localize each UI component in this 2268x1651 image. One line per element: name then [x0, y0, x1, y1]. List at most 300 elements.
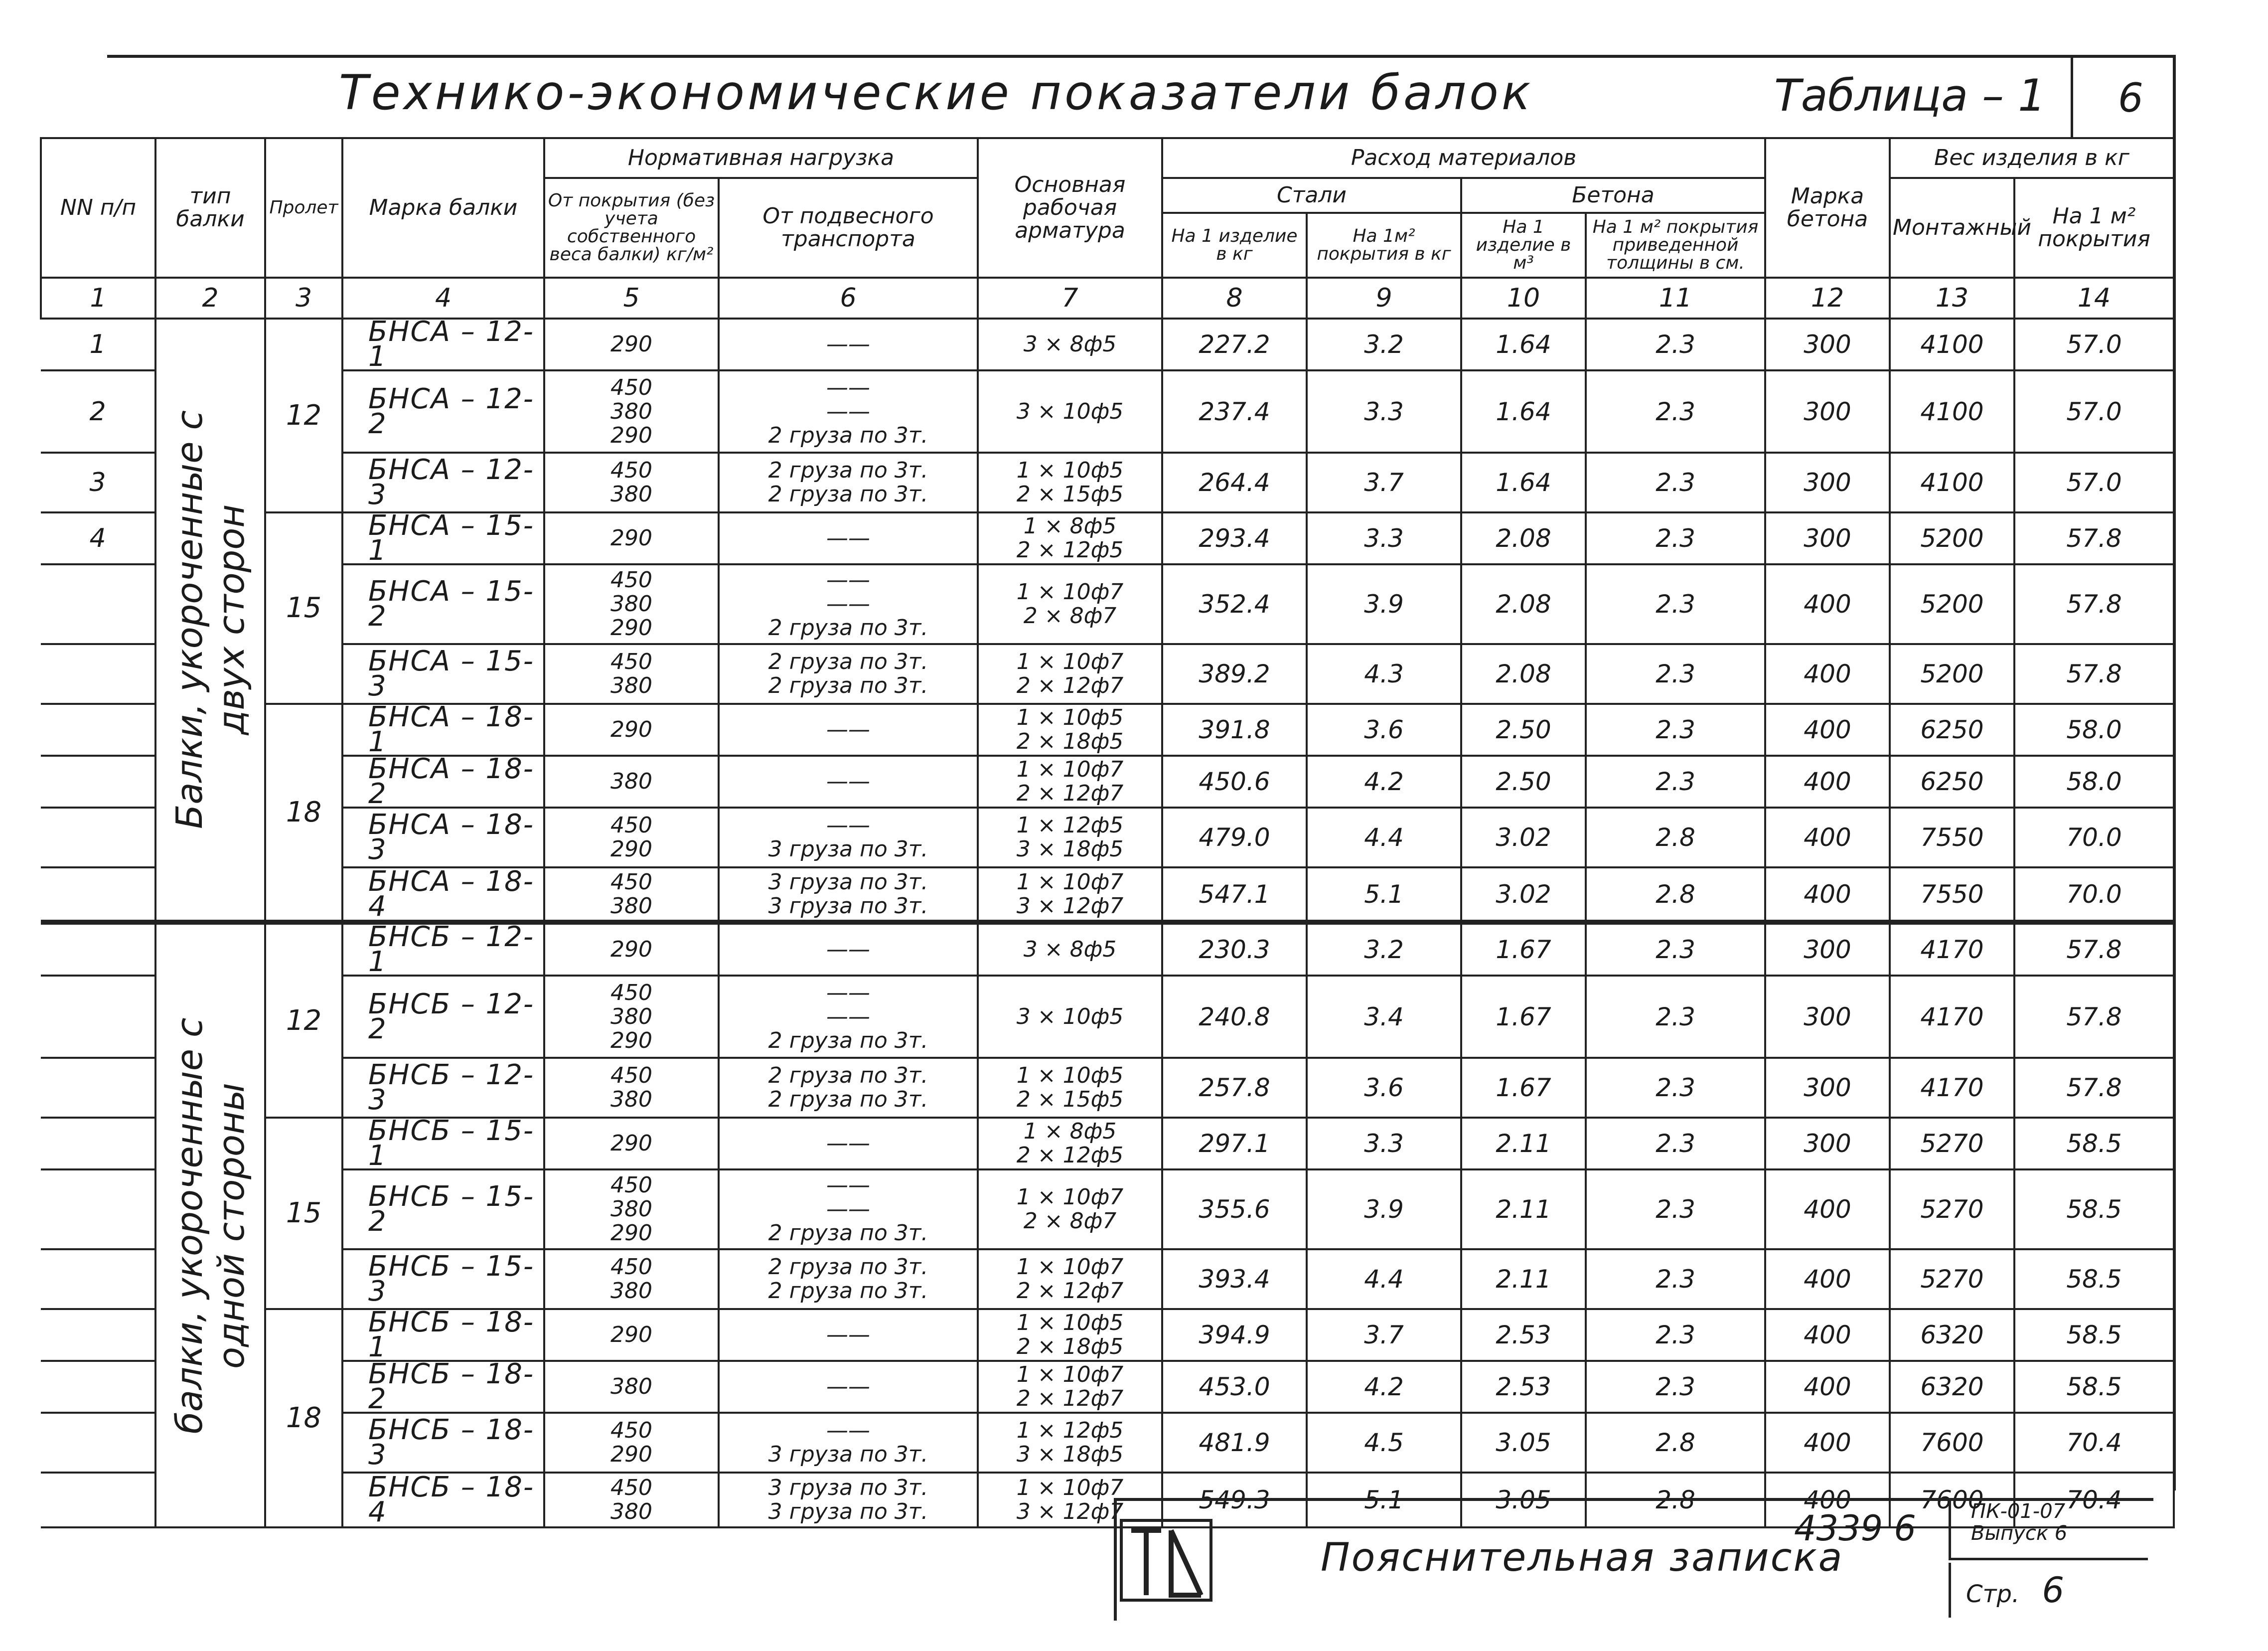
- weight-per-m2: 57.8: [2014, 564, 2174, 644]
- cell-line: ——: [826, 374, 870, 400]
- weight-per-m2: 58.5: [2014, 1169, 2174, 1249]
- weight-mount: 4100: [1890, 453, 2014, 512]
- roof-load: [544, 1058, 719, 1118]
- cell-line: 3 груза по 3т.: [768, 1442, 928, 1467]
- weight-mount: 7550: [1890, 808, 2014, 867]
- steel-per-m2: 3.2: [1307, 319, 1461, 370]
- weight-mount: 5200: [1890, 644, 2014, 704]
- steel-per-m2: 3.3: [1307, 1118, 1461, 1169]
- rebar: [978, 319, 1162, 370]
- concrete-per-item: 2.50: [1461, 704, 1586, 756]
- column-number: 4: [342, 278, 544, 319]
- transport-load: [719, 1413, 978, 1473]
- cell-line: 1 × 10ф5: [1016, 705, 1124, 730]
- cell-line: 290: [610, 331, 652, 357]
- steel-per-item: 237.4: [1162, 370, 1307, 453]
- steel-per-item: 389.2: [1162, 644, 1307, 704]
- concrete-per-m2: 2.3: [1586, 319, 1765, 370]
- cell-line: ——: [826, 980, 870, 1005]
- column-number: 6: [719, 278, 978, 319]
- hdr-conc-m2: На 1 м² покрытия приведенной толщины в см.: [1586, 213, 1765, 278]
- cell-line: 3 × 10ф5: [1016, 1003, 1124, 1029]
- transport-load: [719, 453, 978, 512]
- weight-mount: 6250: [1890, 756, 2014, 808]
- rebar: [978, 808, 1162, 867]
- hdr-norm-load: Нормативная нагрузка: [544, 138, 978, 178]
- table-row: [41, 370, 2174, 453]
- cell-line: 3 груза по 3т.: [768, 893, 928, 919]
- cell-line: 290: [610, 1027, 652, 1053]
- concrete-per-item: 3.02: [1461, 808, 1586, 867]
- hdr-steel: Стали: [1162, 178, 1461, 213]
- cell-line: 380: [610, 769, 652, 794]
- concrete-per-m2: 2.3: [1586, 1118, 1765, 1169]
- table-row: [41, 922, 2174, 976]
- rebar: [978, 370, 1162, 453]
- rebar: [978, 922, 1162, 976]
- cell-line: 1 × 10ф7: [1016, 1184, 1124, 1210]
- cell-line: 2 × 15ф5: [1016, 482, 1124, 507]
- transport-load: [719, 1473, 978, 1527]
- weight-mount: 4100: [1890, 370, 2014, 453]
- concrete-per-item: 1.64: [1461, 370, 1586, 453]
- cell-line: 2 груза по 3т.: [768, 1087, 928, 1112]
- row-number: [41, 1361, 155, 1413]
- cell-line: 2 груза по 3т.: [768, 673, 928, 698]
- steel-per-item: 479.0: [1162, 808, 1307, 867]
- row-number: 1: [41, 319, 155, 370]
- cell-line: 3 груза по 3т.: [768, 836, 928, 862]
- span-cell: 18: [265, 704, 342, 922]
- cell-line: 380: [610, 1374, 652, 1399]
- cell-line: 290: [610, 1442, 652, 1467]
- concrete-mark: 400: [1765, 564, 1890, 644]
- transport-load: [719, 756, 978, 808]
- concrete-per-item: 2.11: [1461, 1249, 1586, 1309]
- weight-per-m2: 58.5: [2014, 1118, 2174, 1169]
- weight-mount: 6320: [1890, 1309, 2014, 1361]
- rebar: [978, 512, 1162, 564]
- hdr-mark: Марка балки: [342, 138, 544, 278]
- concrete-mark: 400: [1765, 867, 1890, 922]
- rebar: [978, 564, 1162, 644]
- steel-per-m2: 3.3: [1307, 370, 1461, 453]
- transport-load: [719, 867, 978, 922]
- table-row: [41, 1169, 2174, 1249]
- table-row: [41, 453, 2174, 512]
- concrete-per-m2: 2.8: [1586, 808, 1765, 867]
- concrete-per-item: 3.02: [1461, 867, 1586, 922]
- table-row: [41, 976, 2174, 1058]
- cell-line: 2 × 12ф7: [1016, 1386, 1124, 1411]
- roof-load: [544, 644, 719, 704]
- steel-per-item: 264.4: [1162, 453, 1307, 512]
- cell-line: 2 груза по 3т.: [768, 615, 928, 641]
- cell-line: 450: [610, 813, 652, 838]
- column-number: 1: [41, 278, 155, 319]
- sheet-label: Стр.: [1966, 1580, 2020, 1608]
- weight-mount: 6320: [1890, 1361, 2014, 1413]
- span-cell: 15: [265, 512, 342, 704]
- concrete-per-m2: 2.3: [1586, 1249, 1765, 1309]
- roof-load: [544, 704, 719, 756]
- beam-type-group: балки, укороченные с одной стороны: [155, 922, 265, 1527]
- hdr-span: Пролет: [265, 138, 342, 278]
- concrete-mark: 300: [1765, 370, 1890, 453]
- cell-line: 2 груза по 3т.: [768, 1220, 928, 1246]
- concrete-mark: 300: [1765, 1058, 1890, 1118]
- weight-per-m2: 57.0: [2014, 453, 2174, 512]
- table-row: [41, 1249, 2174, 1309]
- row-number: [41, 1058, 155, 1118]
- concrete-mark: 400: [1765, 1361, 1890, 1413]
- cell-line: 1 × 12ф5: [1016, 813, 1124, 838]
- concrete-per-item: 2.08: [1461, 644, 1586, 704]
- concrete-mark: 400: [1765, 644, 1890, 704]
- beam-mark: БНСБ – 18-1: [342, 1309, 544, 1361]
- cell-line: 3 × 8ф5: [1023, 937, 1117, 962]
- cell-line: 1 × 10ф5: [1016, 458, 1124, 483]
- concrete-per-m2: 2.8: [1586, 1473, 1765, 1527]
- row-number: [41, 1473, 155, 1527]
- cell-line: 290: [610, 836, 652, 862]
- concrete-mark: 300: [1765, 319, 1890, 370]
- concrete-mark: 300: [1765, 976, 1890, 1058]
- weight-mount: 5200: [1890, 512, 2014, 564]
- concrete-per-m2: 2.3: [1586, 1169, 1765, 1249]
- cell-line: 450: [610, 1063, 652, 1088]
- rebar: [978, 976, 1162, 1058]
- cell-line: 2 × 12ф7: [1016, 673, 1124, 698]
- rebar: [978, 453, 1162, 512]
- hdr-load-transport: От подвесного транспорта: [719, 178, 978, 278]
- column-number: 8: [1162, 278, 1307, 319]
- cell-line: 2 груза по 3т.: [768, 422, 928, 448]
- concrete-per-m2: 2.3: [1586, 512, 1765, 564]
- steel-per-item: 227.2: [1162, 319, 1307, 370]
- roof-load: [544, 756, 719, 808]
- concrete-per-item: 1.67: [1461, 1058, 1586, 1118]
- cell-line: 1 × 10ф7: [1016, 1254, 1124, 1280]
- cell-line: 2 груза по 3т.: [768, 1278, 928, 1304]
- cell-line: ——: [826, 1374, 870, 1399]
- transport-load: [719, 1249, 978, 1309]
- cell-line: 380: [610, 673, 652, 698]
- steel-per-item: 450.6: [1162, 756, 1307, 808]
- cell-line: 450: [610, 1418, 652, 1443]
- roof-load: [544, 976, 719, 1058]
- steel-per-m2: 3.7: [1307, 453, 1461, 512]
- cell-line: 450: [610, 1475, 652, 1500]
- cell-line: 3 × 18ф5: [1016, 836, 1124, 862]
- row-number: [41, 704, 155, 756]
- weight-mount: 7600: [1890, 1473, 2014, 1527]
- cell-line: ——: [826, 1322, 870, 1347]
- steel-per-item: 293.4: [1162, 512, 1307, 564]
- transport-load: [719, 1361, 978, 1413]
- steel-per-item: 297.1: [1162, 1118, 1307, 1169]
- concrete-mark: 400: [1765, 1473, 1890, 1527]
- steel-per-item: 453.0: [1162, 1361, 1307, 1413]
- rebar: [978, 644, 1162, 704]
- rebar: [978, 1169, 1162, 1249]
- cell-line: 450: [610, 458, 652, 483]
- table-row: [41, 564, 2174, 644]
- table-row: [41, 1361, 2174, 1413]
- cell-line: 3 груза по 3т.: [768, 1475, 928, 1500]
- steel-per-item: 393.4: [1162, 1249, 1307, 1309]
- cell-line: 1 × 10ф7: [1016, 579, 1124, 605]
- hdr-weight-m2: На 1 м² покрытия: [2014, 178, 2174, 278]
- row-number: [41, 1309, 155, 1361]
- hdr-steel-item: На 1 изделие в кг: [1162, 213, 1307, 278]
- page-title: Технико-экономические показатели балок: [339, 65, 1533, 121]
- row-number: [41, 564, 155, 644]
- rebar: [978, 1361, 1162, 1413]
- transport-load: [719, 370, 978, 453]
- row-number: [41, 1413, 155, 1473]
- table-row: [41, 644, 2174, 704]
- row-number: 4: [41, 512, 155, 564]
- doc-code: 4339 6: [1794, 1508, 1916, 1549]
- roof-load: [544, 808, 719, 867]
- concrete-per-m2: 2.3: [1586, 370, 1765, 453]
- cell-line: 1 × 10ф7: [1016, 1475, 1124, 1500]
- cell-line: 2 × 18ф5: [1016, 729, 1124, 754]
- row-number: [41, 976, 155, 1058]
- cell-line: 450: [610, 1254, 652, 1280]
- roof-load: [544, 1473, 719, 1527]
- weight-mount: 5270: [1890, 1169, 2014, 1249]
- steel-per-m2: 3.3: [1307, 512, 1461, 564]
- cell-line: 3 груза по 3т.: [768, 1499, 928, 1524]
- cell-line: 1 × 8ф5: [1023, 513, 1117, 539]
- cell-line: 290: [610, 717, 652, 742]
- weight-mount: 5270: [1890, 1249, 2014, 1309]
- beam-mark: БНСА – 18-4: [342, 867, 544, 922]
- steel-per-item: 394.9: [1162, 1309, 1307, 1361]
- roof-load: [544, 867, 719, 922]
- weight-mount: 4100: [1890, 319, 2014, 370]
- cell-line: 1 × 8ф5: [1023, 1119, 1117, 1144]
- hdr-number: NN п/п: [41, 138, 155, 278]
- org-stamp-icon: [1116, 1510, 1216, 1605]
- rebar: [978, 704, 1162, 756]
- span-cell: 15: [265, 1118, 342, 1309]
- weight-mount: 7600: [1890, 1413, 2014, 1473]
- cell-line: 3 × 12ф7: [1016, 893, 1124, 919]
- steel-per-item: 240.8: [1162, 976, 1307, 1058]
- cell-line: 2 груза по 3т.: [768, 1063, 928, 1088]
- column-number: 12: [1765, 278, 1890, 319]
- weight-mount: 5270: [1890, 1118, 2014, 1169]
- title-rule-top: [107, 55, 2175, 58]
- concrete-per-item: 2.08: [1461, 564, 1586, 644]
- concrete-per-m2: 2.3: [1586, 1361, 1765, 1413]
- cell-line: 380: [610, 1087, 652, 1112]
- cell-line: 2 × 8ф7: [1023, 603, 1117, 629]
- column-number-row: [41, 278, 2174, 319]
- roof-load: [544, 370, 719, 453]
- cell-line: 2 × 12ф7: [1016, 1278, 1124, 1304]
- page-number-top: 6: [2118, 75, 2143, 121]
- cell-line: 380: [610, 398, 652, 424]
- concrete-per-m2: 2.3: [1586, 976, 1765, 1058]
- cell-line: 2 × 12ф7: [1016, 781, 1124, 806]
- cell-line: ——: [826, 717, 870, 742]
- transport-load: [719, 1169, 978, 1249]
- cell-line: 380: [610, 1499, 652, 1524]
- steel-per-m2: 3.2: [1307, 922, 1461, 976]
- cell-line: 380: [610, 1278, 652, 1304]
- concrete-per-m2: 2.3: [1586, 564, 1765, 644]
- concrete-mark: 400: [1765, 704, 1890, 756]
- concrete-mark: 300: [1765, 512, 1890, 564]
- beam-type-group: Балки, укороченные с двух сторон: [155, 319, 265, 922]
- concrete-per-m2: 2.3: [1586, 922, 1765, 976]
- roof-load: [544, 1118, 719, 1169]
- concrete-per-item: 2.11: [1461, 1118, 1586, 1169]
- transport-load: [719, 922, 978, 976]
- rebar: [978, 1413, 1162, 1473]
- weight-per-m2: 57.8: [2014, 976, 2174, 1058]
- concrete-per-item: 1.64: [1461, 319, 1586, 370]
- cell-line: 290: [610, 1220, 652, 1246]
- steel-per-item: 391.8: [1162, 704, 1307, 756]
- concrete-per-m2: 2.3: [1586, 1309, 1765, 1361]
- cell-line: 290: [610, 1131, 652, 1156]
- weight-per-m2: 70.4: [2014, 1473, 2174, 1527]
- steel-per-m2: 3.4: [1307, 976, 1461, 1058]
- weight-mount: 4170: [1890, 976, 2014, 1058]
- row-number: 3: [41, 453, 155, 512]
- weight-mount: 4170: [1890, 922, 2014, 976]
- roof-load: [544, 1249, 719, 1309]
- beam-mark: БНСБ – 15-3: [342, 1249, 544, 1309]
- steel-per-m2: 4.4: [1307, 1249, 1461, 1309]
- weight-per-m2: 70.0: [2014, 808, 2174, 867]
- concrete-per-item: 2.08: [1461, 512, 1586, 564]
- cell-line: 380: [610, 893, 652, 919]
- beam-mark: БНСБ – 12-2: [342, 976, 544, 1058]
- page-number-divider: [2071, 55, 2073, 137]
- transport-load: [719, 1309, 978, 1361]
- weight-per-m2: 57.8: [2014, 512, 2174, 564]
- hdr-concrete-mark: Марка бетона: [1765, 138, 1890, 278]
- roof-load: [544, 453, 719, 512]
- concrete-per-item: 3.05: [1461, 1473, 1586, 1527]
- cell-line: ——: [826, 813, 870, 838]
- concrete-per-m2: 2.3: [1586, 644, 1765, 704]
- roof-load: [544, 922, 719, 976]
- cell-line: ——: [826, 1418, 870, 1443]
- cell-line: 2 груза по 3т.: [768, 458, 928, 483]
- beam-mark: БНСБ – 15-1: [342, 1118, 544, 1169]
- cell-line: 290: [610, 422, 652, 448]
- weight-per-m2: 70.0: [2014, 867, 2174, 922]
- hdr-beam-type: тип балки: [155, 138, 265, 278]
- cell-line: 290: [610, 615, 652, 641]
- hdr-load-roof: От покрытия (без учета собственного веса балки) кг/м²: [544, 178, 719, 278]
- concrete-per-m2: 2.3: [1586, 1058, 1765, 1118]
- weight-mount: 5200: [1890, 564, 2014, 644]
- concrete-per-item: 1.64: [1461, 453, 1586, 512]
- steel-per-m2: 4.2: [1307, 1361, 1461, 1413]
- cell-line: 380: [610, 1196, 652, 1222]
- steel-per-item: 547.1: [1162, 867, 1307, 922]
- cell-line: ——: [826, 1003, 870, 1029]
- column-number: 10: [1461, 278, 1586, 319]
- span-cell: 12: [265, 922, 342, 1118]
- cell-line: 2 груза по 3т.: [768, 482, 928, 507]
- cell-line: ——: [826, 591, 870, 617]
- hdr-weight: Вес изделия в кг: [1890, 138, 2174, 178]
- concrete-mark: 300: [1765, 922, 1890, 976]
- hdr-concrete: Бетона: [1461, 178, 1765, 213]
- cell-line: 2 груза по 3т.: [768, 1254, 928, 1280]
- cell-line: 2 груза по 3т.: [768, 1027, 928, 1053]
- roof-load: [544, 1309, 719, 1361]
- concrete-mark: 400: [1765, 1309, 1890, 1361]
- row-number: [41, 867, 155, 922]
- concrete-per-m2: 2.8: [1586, 1413, 1765, 1473]
- cell-line: 1 × 10ф7: [1016, 649, 1124, 674]
- steel-per-m2: 4.3: [1307, 644, 1461, 704]
- cell-line: 450: [610, 980, 652, 1005]
- weight-per-m2: 57.0: [2014, 370, 2174, 453]
- weight-per-m2: 57.8: [2014, 922, 2174, 976]
- row-number: [41, 808, 155, 867]
- rebar: [978, 1058, 1162, 1118]
- beam-mark: БНСА – 18-1: [342, 704, 544, 756]
- table-row: [41, 319, 2174, 370]
- beam-mark: БНСА – 18-3: [342, 808, 544, 867]
- weight-per-m2: 57.0: [2014, 319, 2174, 370]
- row-number: [41, 1118, 155, 1169]
- cell-line: 1 × 10ф5: [1016, 1063, 1124, 1088]
- cell-line: ——: [826, 1172, 870, 1198]
- weight-per-m2: 70.4: [2014, 1413, 2174, 1473]
- cell-line: ——: [826, 769, 870, 794]
- transport-load: [719, 644, 978, 704]
- row-number: 2: [41, 370, 155, 453]
- steel-per-item: 257.8: [1162, 1058, 1307, 1118]
- steel-per-m2: 3.6: [1307, 1058, 1461, 1118]
- cell-line: 380: [610, 591, 652, 617]
- cell-line: 380: [610, 1003, 652, 1029]
- steel-per-item: 549.3: [1162, 1473, 1307, 1527]
- rebar: [978, 1309, 1162, 1361]
- row-number: [41, 1249, 155, 1309]
- table-row: [41, 1413, 2174, 1473]
- concrete-mark: 300: [1765, 453, 1890, 512]
- weight-mount: 7550: [1890, 867, 2014, 922]
- steel-per-m2: 4.4: [1307, 808, 1461, 867]
- cell-line: 2 груза по 3т.: [768, 649, 928, 674]
- roof-load: [544, 1169, 719, 1249]
- cell-line: ——: [826, 525, 870, 551]
- cell-line: 1 × 12ф5: [1016, 1418, 1124, 1443]
- cell-line: 3 × 10ф5: [1016, 398, 1124, 424]
- beam-mark: БНСА – 15-1: [342, 512, 544, 564]
- table-number: Таблица – 1: [1774, 70, 2046, 121]
- table-row: [41, 808, 2174, 867]
- roof-load: [544, 319, 719, 370]
- weight-per-m2: 58.5: [2014, 1249, 2174, 1309]
- concrete-per-item: 2.53: [1461, 1361, 1586, 1413]
- cell-line: 380: [610, 482, 652, 507]
- series-box: [1949, 1500, 2148, 1560]
